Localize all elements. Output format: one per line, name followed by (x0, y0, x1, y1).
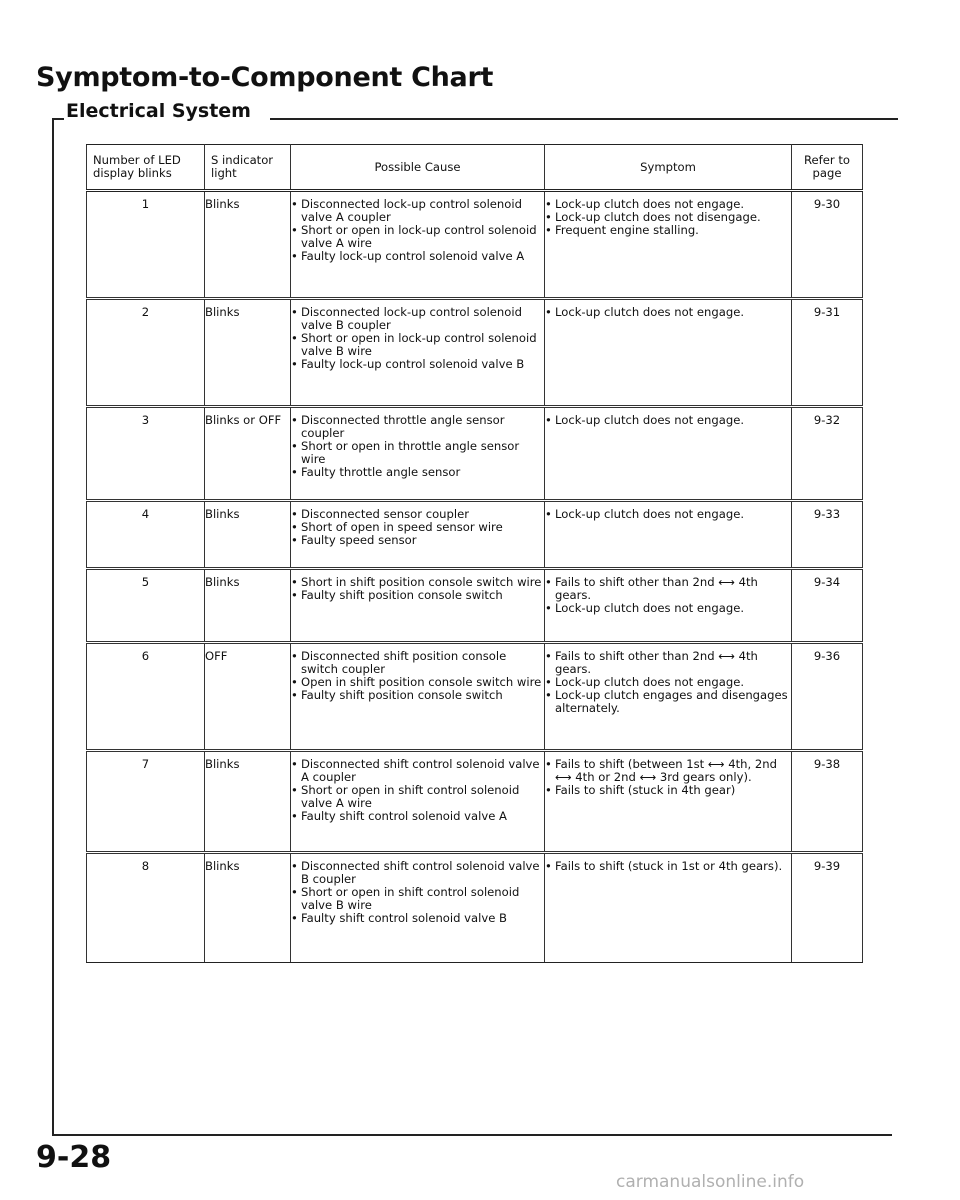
symptom-cell (545, 299, 792, 407)
cause-text: Disconnected throttle angle sensor coupler (301, 413, 505, 440)
possible-cause-cell (291, 501, 545, 569)
symptom-cell (545, 751, 792, 853)
bullet-icon: • (291, 675, 298, 689)
indicator-cell: OFF (205, 643, 291, 751)
cause-item (291, 358, 544, 371)
bullet-icon: • (291, 305, 298, 319)
cause-text: Open in shift position console switch wire (301, 675, 542, 689)
bullet-icon: • (291, 465, 298, 479)
bullet-icon: • (291, 911, 298, 925)
bullet-icon: • (291, 859, 298, 873)
refer-page-cell: 9-39 (792, 853, 863, 963)
symptom-cell (545, 569, 792, 643)
symptom-item (545, 414, 791, 427)
cause-item (291, 784, 544, 810)
symptom-item (545, 860, 791, 873)
bullet-icon: • (545, 223, 552, 237)
refer-page-cell: 9-30 (792, 191, 863, 299)
cause-text: Disconnected shift control solenoid valve A coupler (301, 757, 540, 784)
bullet-icon: • (291, 413, 298, 427)
bullet-icon: • (291, 757, 298, 771)
symptom-text: Frequent engine stalling. (555, 223, 699, 237)
bullet-icon: • (291, 249, 298, 263)
possible-cause-cell (291, 643, 545, 751)
symptom-text: Lock-up clutch engages and disengages alternately. (555, 688, 788, 715)
symptom-item (545, 758, 791, 784)
cause-text: Faulty throttle angle sensor (301, 465, 461, 479)
cause-item (291, 198, 544, 224)
possible-cause-cell (291, 853, 545, 963)
possible-cause-cell (291, 299, 545, 407)
bullet-icon: • (291, 331, 298, 345)
led-blinks-cell: 5 (87, 569, 205, 643)
bullet-icon: • (545, 649, 552, 663)
cause-text: Short or open in lock-up control solenoid valve B wire (301, 331, 537, 358)
cause-text: Faulty shift control solenoid valve B (301, 911, 507, 925)
bullet-icon: • (545, 197, 552, 211)
table-row (87, 853, 863, 963)
symptom-cell (545, 643, 792, 751)
symptom-item (545, 576, 791, 602)
cause-item (291, 860, 544, 886)
symptom-text: Lock-up clutch does not engage. (555, 197, 745, 211)
symptom-cell (545, 407, 792, 501)
cause-item (291, 650, 544, 676)
symptom-text: Fails to shift other than 2nd ⟷ 4th gears. (555, 575, 758, 602)
possible-cause-cell (291, 751, 545, 853)
symptom-text: Lock-up clutch does not engage. (555, 507, 745, 521)
symptom-item (545, 224, 791, 237)
cause-text: Disconnected sensor coupler (301, 507, 469, 521)
header-refer-to-page: Refer to page (792, 145, 863, 191)
possible-cause-cell (291, 191, 545, 299)
table-row (87, 751, 863, 853)
refer-page-cell: 9-33 (792, 501, 863, 569)
bullet-icon: • (291, 223, 298, 237)
bullet-icon: • (291, 688, 298, 702)
led-blinks-cell: 6 (87, 643, 205, 751)
cause-text: Disconnected lock-up control solenoid valve A coupler (301, 197, 522, 224)
symptom-text: Lock-up clutch does not engage. (555, 413, 745, 427)
indicator-cell: Blinks (205, 853, 291, 963)
cause-text: Disconnected lock-up control solenoid valve B coupler (301, 305, 522, 332)
cause-item (291, 224, 544, 250)
bullet-icon: • (545, 757, 552, 771)
symptom-cell (545, 191, 792, 299)
symptom-component-table (86, 144, 863, 963)
symptom-text: Lock-up clutch does not engage. (555, 675, 745, 689)
table-row (87, 569, 863, 643)
cause-text: Faulty shift position console switch (301, 688, 503, 702)
bullet-icon: • (291, 575, 298, 589)
bullet-icon: • (545, 859, 552, 873)
indicator-cell: Blinks (205, 569, 291, 643)
section-frame-left-rule (52, 118, 54, 1136)
bullet-icon: • (291, 649, 298, 663)
header-symptom: Symptom (545, 145, 792, 191)
table-row (87, 643, 863, 751)
symptom-item (545, 784, 791, 797)
cause-text: Short or open in shift control solenoid valve B wire (301, 885, 520, 912)
bullet-icon: • (291, 439, 298, 453)
section-rule-right (270, 118, 898, 120)
indicator-cell: Blinks or OFF (205, 407, 291, 501)
symptom-text: Lock-up clutch does not engage. (555, 305, 745, 319)
symptom-item (545, 508, 791, 521)
cause-text: Faulty lock-up control solenoid valve B (301, 357, 525, 371)
section-rule-left (52, 118, 64, 120)
bullet-icon: • (291, 783, 298, 797)
cause-text: Disconnected shift control solenoid valve B coupler (301, 859, 540, 886)
bullet-icon: • (545, 507, 552, 521)
led-blinks-cell: 2 (87, 299, 205, 407)
cause-item (291, 466, 544, 479)
led-blinks-cell: 7 (87, 751, 205, 853)
cause-item (291, 332, 544, 358)
symptom-text: Lock-up clutch does not disengage. (555, 210, 761, 224)
cause-text: Disconnected shift position console switch coupler (301, 649, 507, 676)
led-blinks-cell: 4 (87, 501, 205, 569)
bullet-icon: • (545, 601, 552, 615)
cause-text: Faulty shift position console switch (301, 588, 503, 602)
table-row (87, 407, 863, 501)
refer-page-cell: 9-32 (792, 407, 863, 501)
bullet-icon: • (545, 305, 552, 319)
possible-cause-cell (291, 569, 545, 643)
cause-item (291, 758, 544, 784)
cause-item (291, 306, 544, 332)
cause-item (291, 589, 544, 602)
bullet-icon: • (545, 675, 552, 689)
section-title: Electrical System (64, 100, 255, 122)
cause-item (291, 689, 544, 702)
watermark: carmanualsonline.info (616, 1172, 805, 1192)
cause-text: Faulty shift control solenoid valve A (301, 809, 507, 823)
symptom-item (545, 650, 791, 676)
bullet-icon: • (291, 520, 298, 534)
cause-text: Short of open in speed sensor wire (301, 520, 503, 534)
bullet-icon: • (545, 413, 552, 427)
possible-cause-cell (291, 407, 545, 501)
cause-item (291, 414, 544, 440)
symptom-text: Lock-up clutch does not engage. (555, 601, 745, 615)
table-row (87, 299, 863, 407)
cause-text: Short or open in shift control solenoid valve A wire (301, 783, 520, 810)
cause-item (291, 534, 544, 547)
bullet-icon: • (291, 533, 298, 547)
led-blinks-cell: 3 (87, 407, 205, 501)
refer-page-cell: 9-31 (792, 299, 863, 407)
bullet-icon: • (545, 783, 552, 797)
symptom-text: Fails to shift (between 1st ⟷ 4th, 2nd ⟷ 4th or 2nd ⟷ 3rd gears only). (555, 757, 777, 784)
bullet-icon: • (545, 688, 552, 702)
cause-item (291, 250, 544, 263)
refer-page-cell: 9-38 (792, 751, 863, 853)
bullet-icon: • (291, 197, 298, 211)
table-row (87, 191, 863, 299)
symptom-item (545, 306, 791, 319)
bullet-icon: • (291, 885, 298, 899)
refer-page-cell: 9-34 (792, 569, 863, 643)
bullet-icon: • (291, 809, 298, 823)
bullet-icon: • (291, 357, 298, 371)
symptom-text: Fails to shift other than 2nd ⟷ 4th gears. (555, 649, 758, 676)
table-header-row (87, 145, 863, 191)
cause-item (291, 912, 544, 925)
table-body (87, 191, 863, 963)
indicator-cell: Blinks (205, 501, 291, 569)
led-blinks-cell: 8 (87, 853, 205, 963)
header-s-indicator: S indicator light (205, 145, 291, 191)
bullet-icon: • (545, 575, 552, 589)
symptom-cell (545, 853, 792, 963)
header-led-blinks: Number of LED display blinks (87, 145, 205, 191)
header-possible-cause: Possible Cause (291, 145, 545, 191)
table-row (87, 501, 863, 569)
refer-page-cell: 9-36 (792, 643, 863, 751)
symptom-item (545, 602, 791, 615)
indicator-cell: Blinks (205, 299, 291, 407)
cause-text: Faulty lock-up control solenoid valve A (301, 249, 525, 263)
led-blinks-cell: 1 (87, 191, 205, 299)
indicator-cell: Blinks (205, 191, 291, 299)
page-number: 9-28 (36, 1140, 112, 1175)
symptom-text: Fails to shift (stuck in 4th gear) (555, 783, 736, 797)
cause-text: Faulty speed sensor (301, 533, 417, 547)
cause-item (291, 810, 544, 823)
symptom-item (545, 689, 791, 715)
bullet-icon: • (545, 210, 552, 224)
indicator-cell: Blinks (205, 751, 291, 853)
bottom-rule (52, 1134, 892, 1136)
cause-item (291, 440, 544, 466)
bullet-icon: • (291, 507, 298, 521)
cause-text: Short or open in lock-up control solenoid valve A wire (301, 223, 537, 250)
symptom-cell (545, 501, 792, 569)
page-title: Symptom-to-Component Chart (36, 62, 494, 93)
cause-text: Short or open in throttle angle sensor wire (301, 439, 520, 466)
symptom-text: Fails to shift (stuck in 1st or 4th gears). (555, 859, 783, 873)
bullet-icon: • (291, 588, 298, 602)
cause-text: Short in shift position console switch wire (301, 575, 542, 589)
cause-item (291, 886, 544, 912)
